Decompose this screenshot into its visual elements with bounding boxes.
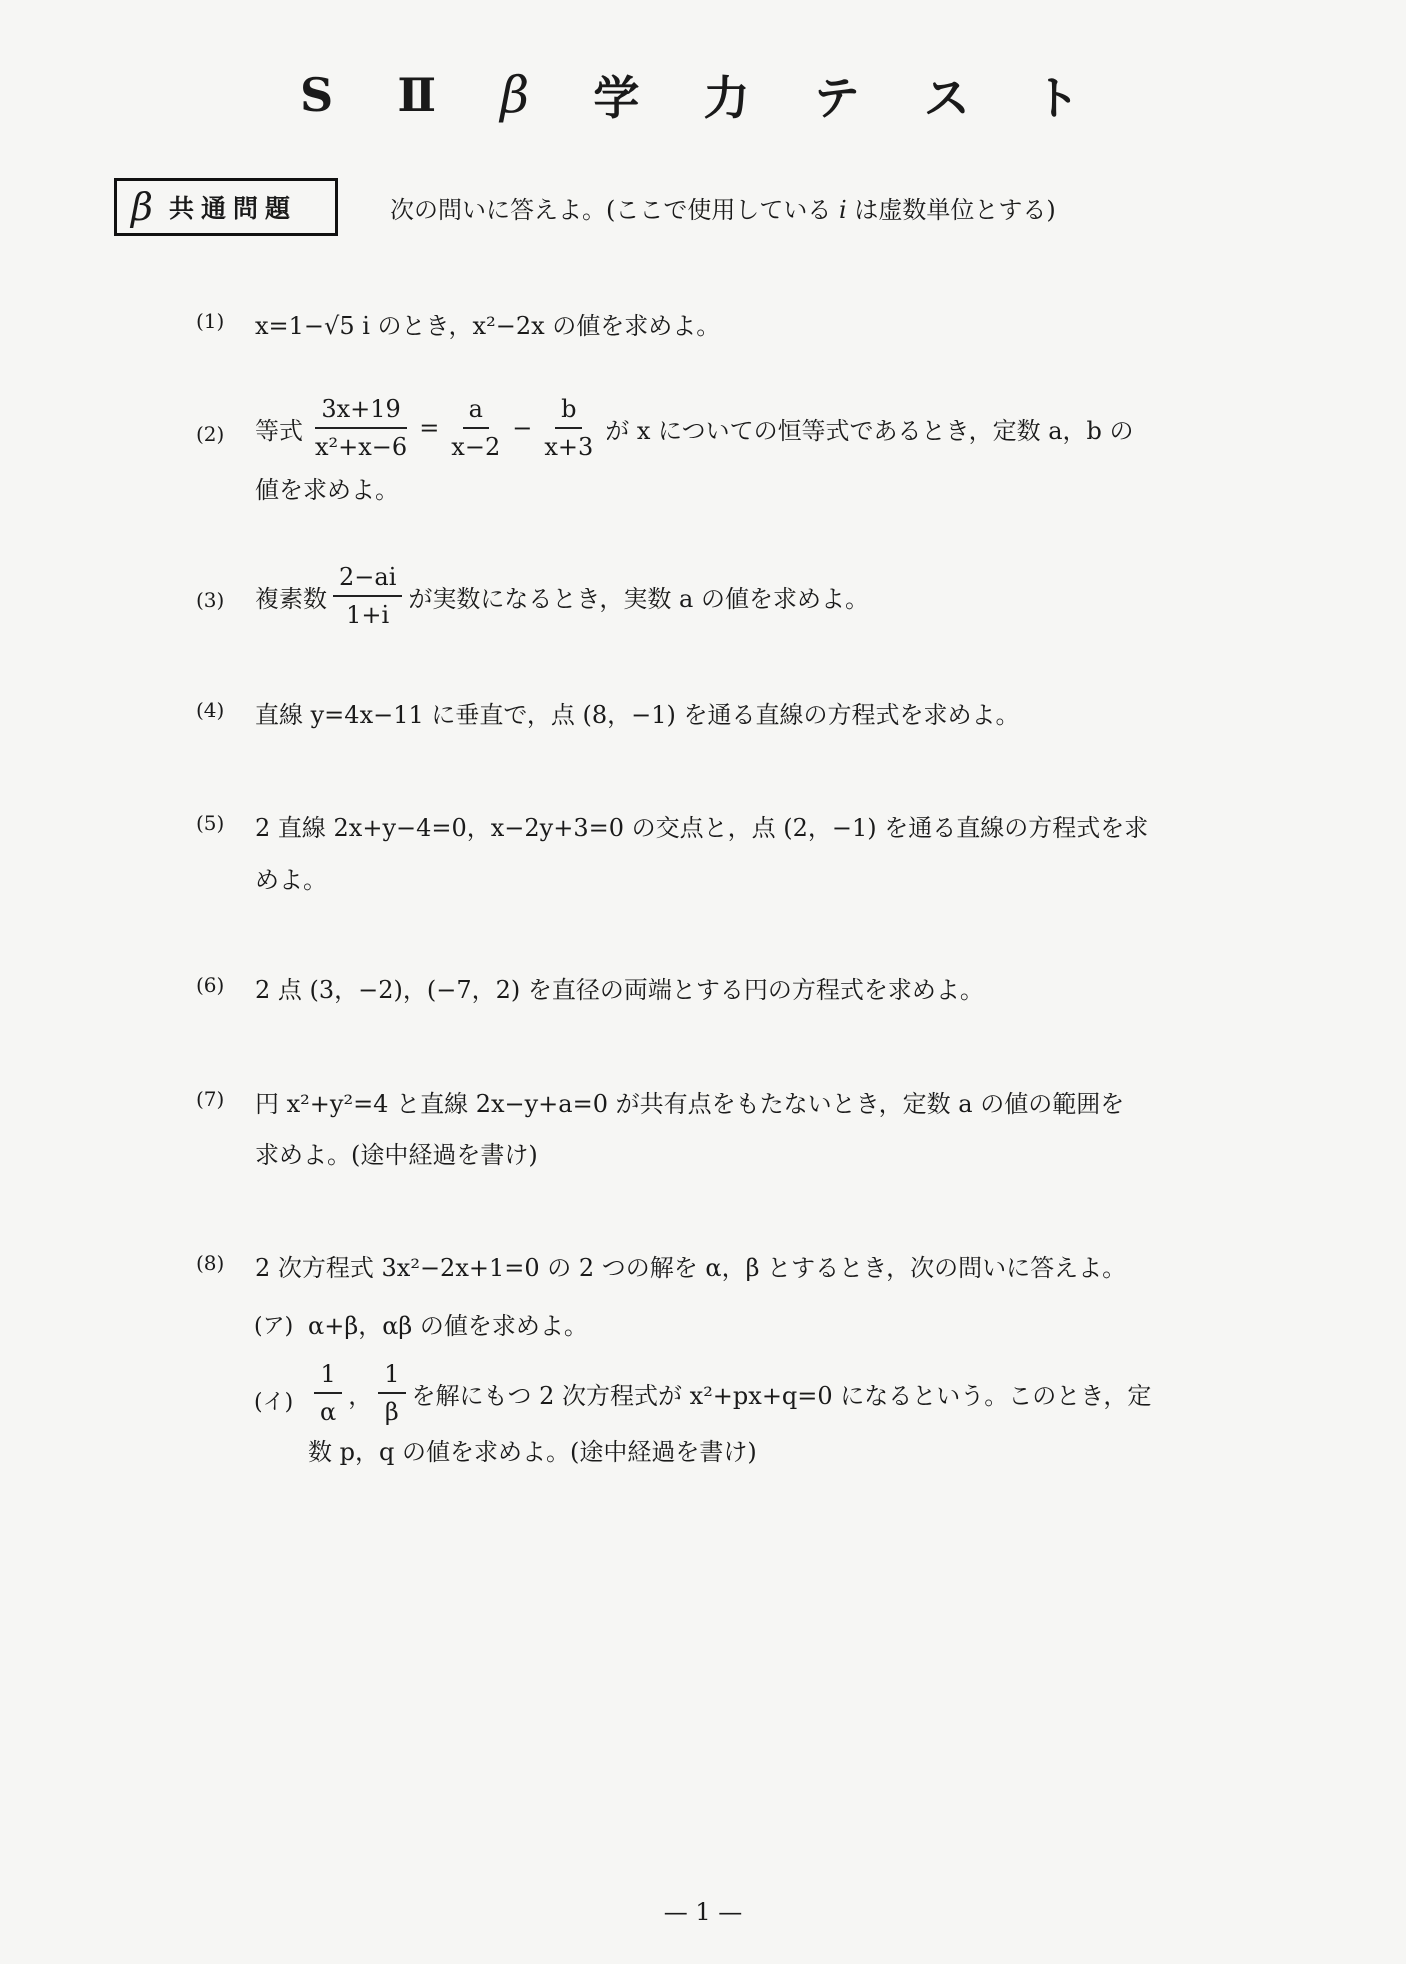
title-char: Ⅱ — [397, 68, 437, 122]
page-number: — 1 — — [663, 1898, 743, 1926]
question-8b-text: $\frac{1}{\alpha}$ ， $\frac{1}{\beta}$ を解にもつ 2 次方程式が x²+px+q=0 になるという。このとき，定 — [308, 1360, 1288, 1426]
question-number: (1) — [196, 309, 225, 333]
question-1-text: x=1−√5 i のとき，x²−2x の値を求めよ。 — [255, 312, 721, 340]
badge-symbol: β — [131, 185, 153, 229]
question-4-text: 直線 y=4x−11 に垂直で，点 (8，−1) を通る直線の方程式を求めよ。 — [255, 701, 1020, 729]
question-5-line2: めよ。 — [255, 866, 327, 894]
question-7-text: 円 x²+y²=4 と直線 2x−y+a=0 が共有点をもたないとき，定数 a の値の範囲を — [255, 1090, 1125, 1118]
question-7-line2: 求めよ。(途中経過を書け) — [255, 1141, 538, 1169]
title-char: S — [300, 68, 334, 122]
question-3-text: 複素数 $\frac{2-ai}{1+i}$ が実数になるとき，実数 a の値を求めよ。 — [255, 563, 869, 629]
question-number: (4) — [196, 698, 225, 722]
fraction: $\frac{3x+19}{\text{x²+x−6}}$ — [315, 395, 408, 461]
title-char: 学 — [593, 71, 640, 125]
title-char: テ — [813, 71, 860, 125]
section-instructions: 次の問いに答えよ。(ここで使用している i は虚数単位とする) — [390, 195, 1056, 224]
question-6-text: 2 点 (3，−2)，(−7，2) を直径の両端とする円の方程式を求めよ。 — [255, 976, 984, 1004]
question-8a-text: α+β，αβ の値を求めよ。 — [308, 1312, 588, 1340]
question-8b-line2: 数 p，q の値を求めよ。(途中経過を書け) — [308, 1438, 757, 1466]
title-char: 力 — [703, 71, 750, 125]
fraction: $\frac{a}{x-2}$ — [451, 395, 501, 461]
question-5-text: 2 直線 2x+y−4=0，x−2y+3=0 の交点と，点 (2，−1) を通る直線の方程式を求 — [255, 814, 1149, 842]
fraction: $\frac{b}{x+3}$ — [544, 395, 594, 461]
question-number: (6) — [196, 973, 225, 997]
question-2-line2: 値を求めよ。 — [255, 476, 399, 504]
fraction: $\frac{2-ai}{1+i}$ — [333, 563, 402, 629]
question-number: (2) — [196, 422, 225, 446]
title-char: β — [500, 66, 530, 124]
question-2-text: 等式 $\frac{3x+19}{\text{x²+x−6}}$ = $\frac{a}{x-2}$ − $\frac{b}{x+3}$ が x についての恒等式であるとき，定数 a，b の — [255, 395, 1134, 461]
section-badge — [114, 178, 338, 236]
fraction: $\frac{1}{\beta}$ — [378, 1360, 405, 1426]
title-char: ト — [1033, 71, 1080, 125]
section-header — [114, 178, 1056, 236]
question-number: (8) — [196, 1251, 225, 1275]
fraction: $\frac{1}{\alpha}$ — [314, 1360, 342, 1426]
title-char: ス — [923, 71, 970, 125]
badge-label: 共通問題 — [168, 194, 297, 223]
question-number: (7) — [196, 1087, 225, 1111]
page-title — [300, 62, 1080, 128]
subquestion-number: (イ) — [254, 1390, 294, 1415]
question-number: (5) — [196, 811, 225, 835]
question-8-text: 2 次方程式 3x²−2x+1=0 の 2 つの解を α，β とするとき，次の問いに答えよ。 — [255, 1254, 1127, 1282]
subquestion-number: (ア) — [254, 1314, 294, 1339]
question-number: (3) — [196, 588, 225, 612]
